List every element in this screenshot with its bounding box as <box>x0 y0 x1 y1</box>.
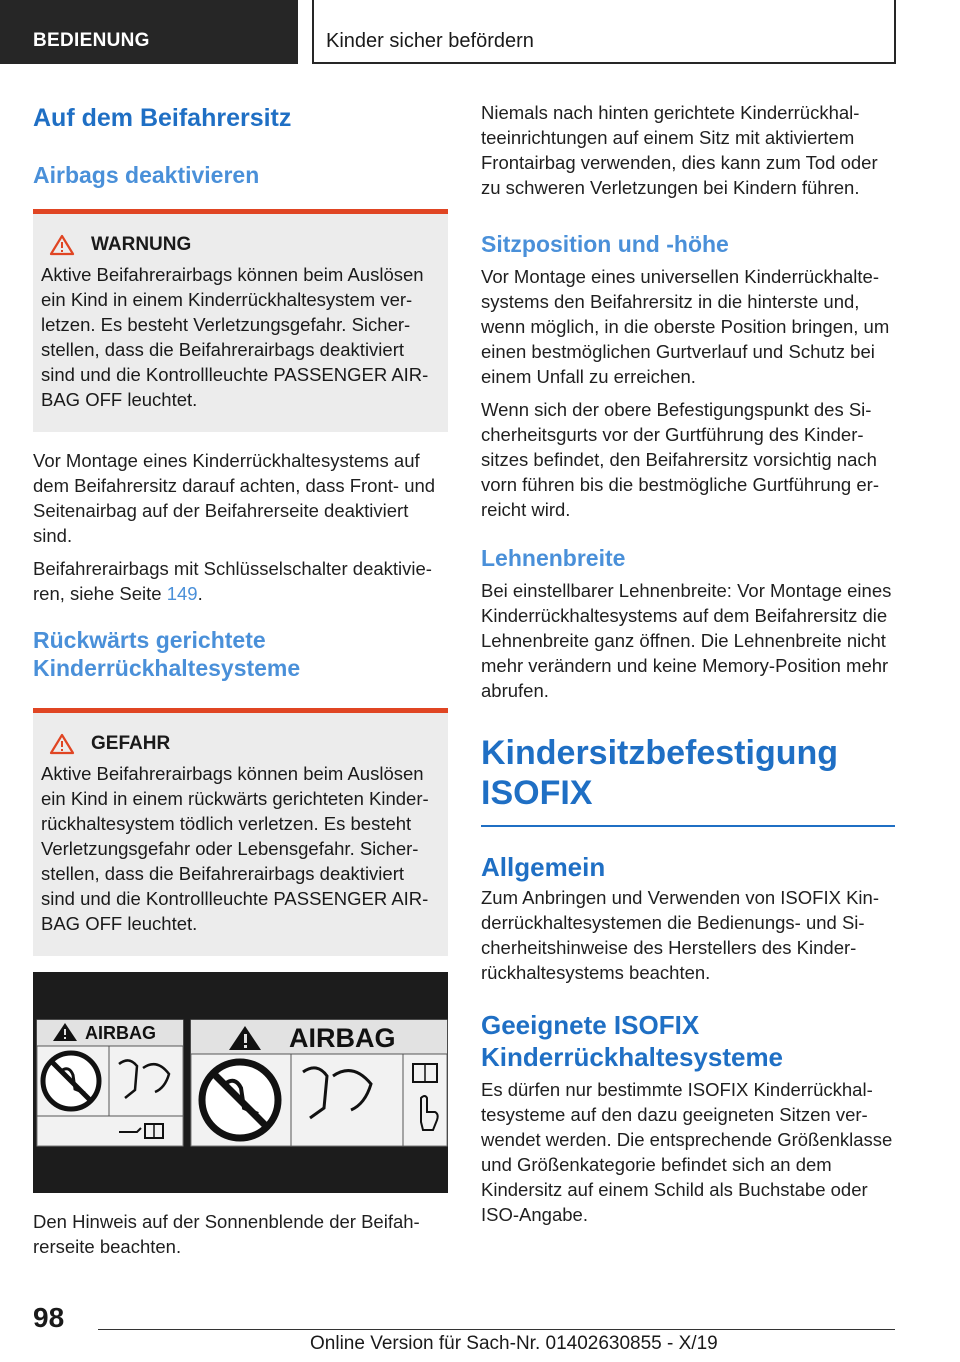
danger-box <box>33 708 448 956</box>
section-label: BEDIENUNG <box>33 30 150 51</box>
subheading-suitable-isofix: Geeignete ISOFIX Kinderrückhaltesysteme <box>481 1010 784 1072</box>
page-number: 98 <box>33 1302 65 1333</box>
warning-label: WARNUNG <box>91 234 192 255</box>
section-divider <box>481 825 895 827</box>
subheading-rear-facing: Rückwärts gerichtete Kinderrückhaltesysteme <box>33 627 301 681</box>
subheading-seat-position: Sitzposition und -höhe <box>481 231 729 257</box>
paragraph: Es dürfen nur bestimmte ISOFIX Kinderrückhaltesysteme auf den dazu geeigneten Sitzen verwendet werden. Die entsprechende Größenklasse und Größenkategorie befindet sich an dem Kindersitz auf einem Schild als Buchstabe oder ISO-Angabe. <box>481 1079 893 1225</box>
left-column <box>33 96 448 1259</box>
subheading-airbags: Airbags deaktivieren <box>33 162 260 188</box>
paragraph: Vor Montage eines Kinderrückhaltesystems auf dem Beifahrersitz darauf achten, dass Front- und Seitenairbag auf der Beifahrerseite deaktiviert sind. <box>33 450 436 546</box>
airbag-large-text: AIRBAG <box>289 1023 396 1053</box>
airbag-small-text: AIRBAG <box>85 1023 156 1043</box>
danger-triangle-icon <box>49 733 75 755</box>
subheading-general: Allgemein <box>481 852 606 882</box>
paragraph: Niemals nach hinten gerichtete Kinderrückhalteeinrichtungen auf einem Sitz mit aktiviertem Frontairbag verwenden, dies kann zum Tod oder zu schweren Verletzungen bei Kindern führen. <box>481 102 878 198</box>
page-title: Auf dem Beifahrersitz <box>33 104 292 132</box>
footer-divider <box>98 1329 895 1330</box>
subheading-backrest-width: Lehnenbreite <box>481 545 626 571</box>
paragraph: Zum Anbringen und Verwenden von ISOFIX Kinderrückhaltesystemen die Bedienungs- und Sicherheitshinweise des Herstellers des Kinderrückhaltesystems beachten. <box>481 887 879 983</box>
danger-label: GEFAHR <box>91 733 171 754</box>
airbag-label-image <box>33 972 448 1193</box>
warning-box <box>33 209 448 432</box>
chapter-label: Kinder sicher befördern <box>326 30 534 52</box>
image-caption: Den Hinweis auf der Sonnenblende der Beifahrerseite beachten. <box>33 1211 420 1257</box>
airbag-warning-sticker-illustration <box>33 972 448 1193</box>
paragraph: Vor Montage eines universellen Kinderrückhaltesystems den Beifahrersitz in die hinterste und, wenn möglich, in die oberste Position bringen, um einen bestmöglichen Gurtverlauf und Schutz bei einem Unfall zu erreichen. <box>481 266 890 387</box>
section-tab <box>0 0 298 64</box>
online-version-note: Online Version für Sach-Nr. 01402630855 - X/19 <box>310 1333 718 1354</box>
section-title-isofix: Kindersitzbefestigung ISOFIX <box>481 734 839 812</box>
page-link[interactable]: 149 <box>166 583 198 604</box>
warning-text: Aktive Beifahrerairbags können beim Auslösen ein Kind in einem Kinderrückhaltesystem verletzen. Es besteht Verletzungsgefahr. Sicherstellen, dass die Beifahrerairbags deaktiviert sind und die Kontrollleuchte PASSENGER AIRBAG OFF leuchtet. <box>41 264 429 410</box>
right-column <box>481 96 895 1227</box>
danger-text: Aktive Beifahrerairbags können beim Auslösen ein Kind in einem rückwärts gerichteten Kinderrückhaltesystem tödlich verletzen. Es besteht Verletzungsgefahr oder Lebensgefahr. Sicherstellen, dass die Beifahrerairbags deaktiviert sind und die Kontrollleuchte PASSENGER AIRBAG OFF leuchtet. <box>41 763 429 934</box>
chapter-tab <box>312 0 896 64</box>
paragraph: Wenn sich der obere Befestigungspunkt des Sicherheitsgurts vor der Gurtführung des Kindersitzes befindet, den Beifahrersitz vorsichtig nach vorn führen bis die bestmögliche Gurtführung erreicht wird. <box>481 399 879 520</box>
paragraph: Bei einstellbarer Lehnenbreite: Vor Montage eines Kinderrückhaltesystems auf dem Beifahrersitz die Lehnenbreite ganz öffnen. Die Lehnenbreite nicht mehr verändern und keine Memory-Position mehr abrufen. <box>481 580 892 701</box>
warning-triangle-icon <box>49 234 75 256</box>
paragraph-with-link: Beifahrerairbags mit Schlüsselschalter deaktivieren, siehe Seite 149. <box>33 558 432 604</box>
